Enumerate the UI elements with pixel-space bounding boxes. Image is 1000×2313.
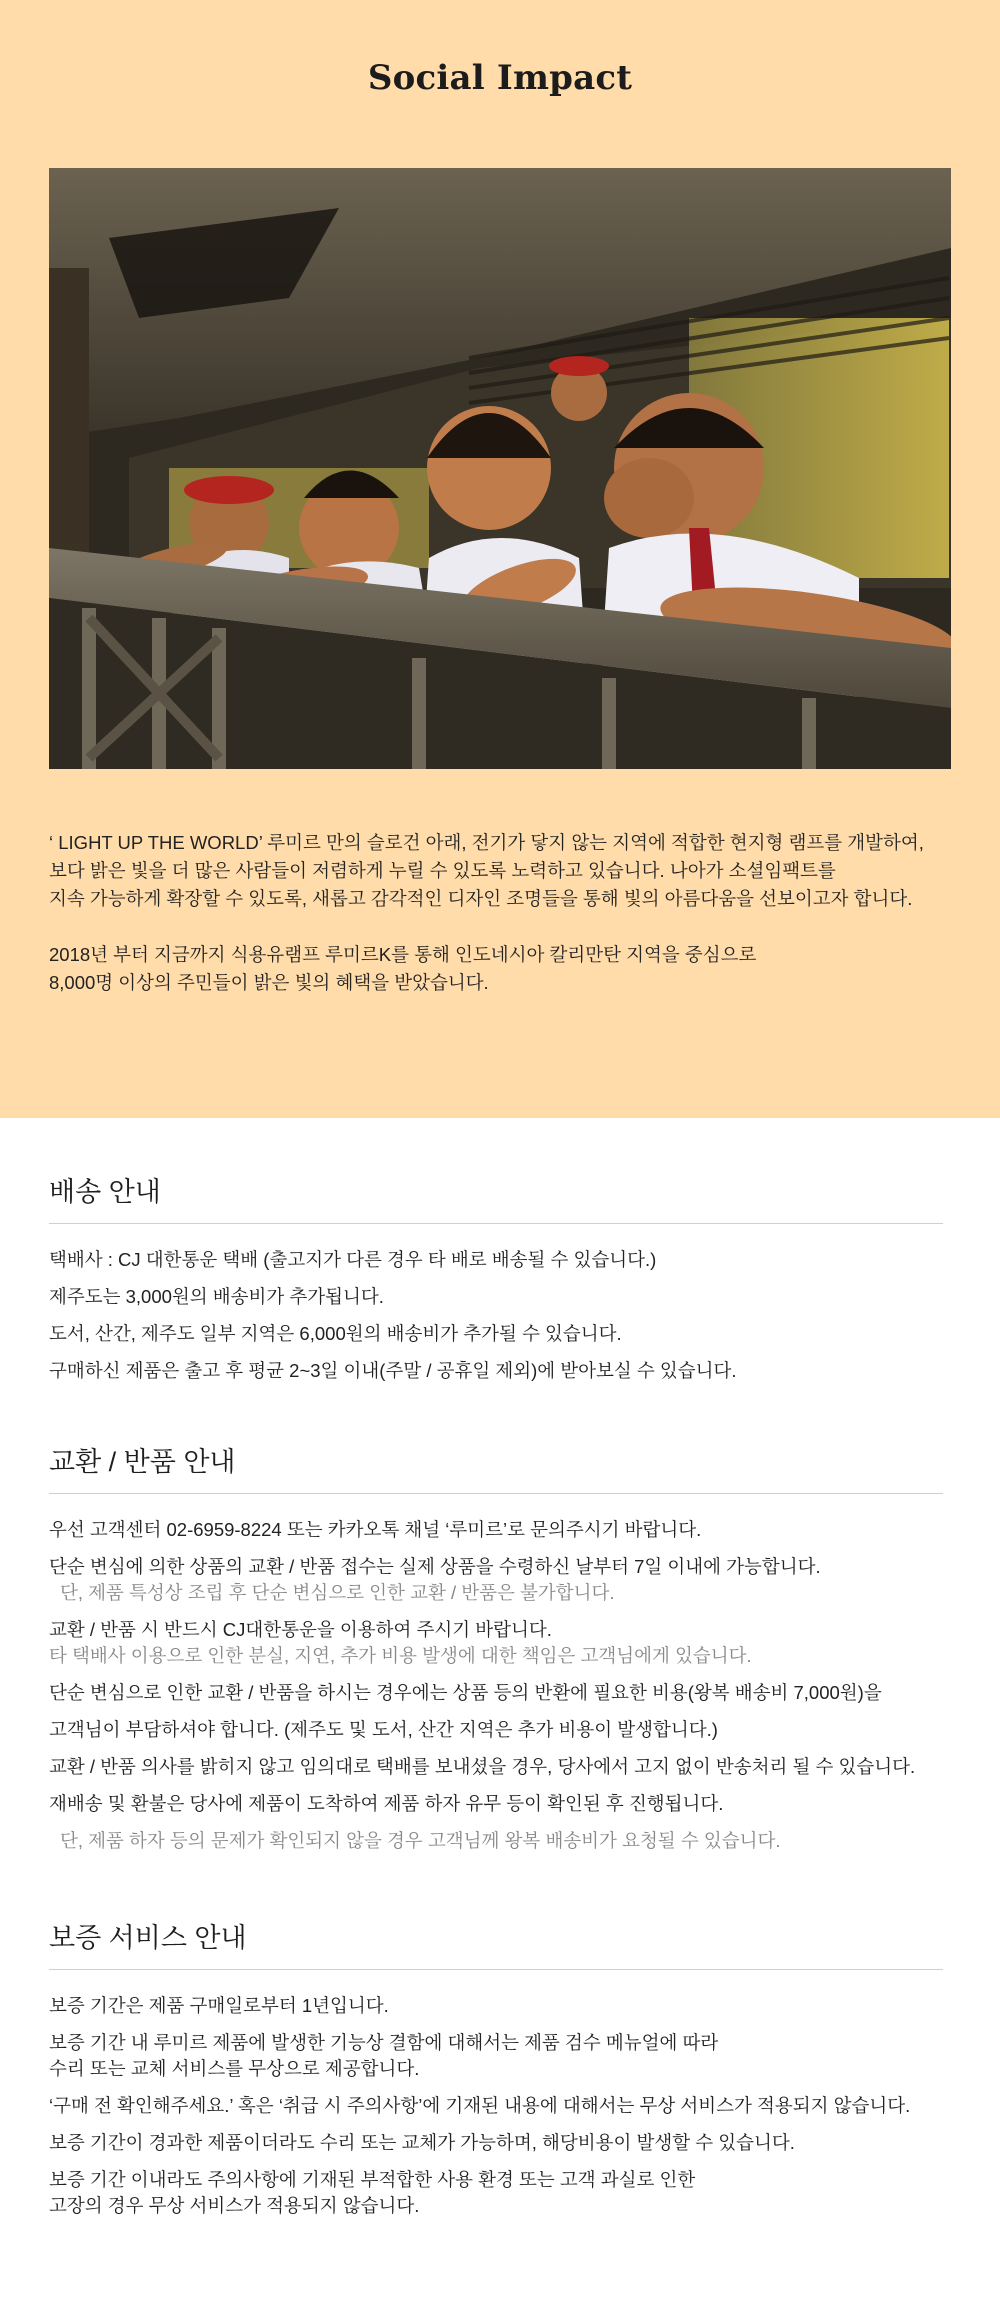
warranty-line: 수리 또는 교체 서비스를 무상으로 제공합니다. bbox=[49, 2058, 420, 2079]
impact-paragraph-line: 지속 가능하게 확장할 수 있도록, 새롭고 감각적인 디자인 조명들을 통해 빛의 아름다움을 선보이고자 합니다. bbox=[49, 888, 913, 909]
warranty-line: 보증 기간이 경과한 제품이더라도 수리 또는 교체가 가능하며, 해당비용이 발생할 수 있습니다. bbox=[49, 2132, 795, 2153]
exchange-line: 고객님이 부담하셔야 합니다. (제주도 및 도서, 산간 지역은 추가 비용이 발생합니다.) bbox=[49, 1719, 718, 1740]
info-section bbox=[0, 1118, 1000, 2313]
warranty-title: 보증 서비스 안내 bbox=[49, 1923, 247, 1953]
warranty-line: 고장의 경우 무상 서비스가 적용되지 않습니다. bbox=[49, 2195, 420, 2216]
page-title: Social Impact bbox=[367, 58, 633, 98]
warranty-line: 보증 기간 내 루미르 제품에 발생한 기능상 결함에 대해서는 제품 검수 메뉴얼에 따라 bbox=[49, 2032, 719, 2053]
impact-paragraph-line: 2018년 부터 지금까지 식용유램프 루미르K를 통해 인도네시아 칼리만탄 지역을 중심으로 bbox=[49, 944, 757, 965]
shipping-line: 제주도는 3,000원의 배송비가 추가됩니다. bbox=[49, 1286, 384, 1307]
shipping-line: 도서, 산간, 제주도 일부 지역은 6,000원의 배송비가 추가될 수 있습니다. bbox=[49, 1323, 622, 1344]
exchange-line: 교환 / 반품 의사를 밝히지 않고 임의대로 택배를 보내셨을 경우, 당사에서 고지 없이 반송처리 될 수 있습니다. bbox=[49, 1756, 916, 1777]
shipping-title: 배송 안내 bbox=[49, 1177, 161, 1207]
warranty-line: ‘구매 전 확인해주세요.’ 혹은 ‘취급 시 주의사항’에 기재된 내용에 대해서는 무상 서비스가 적용되지 않습니다. bbox=[49, 2095, 911, 2116]
impact-paragraph-line: ‘ LIGHT UP THE WORLD’ 루미르 만의 슬로건 아래, 전기가 닿지 않는 지역에 적합한 현지형 램프를 개발하여, bbox=[49, 832, 924, 853]
section-divider bbox=[49, 1223, 943, 1224]
warranty-line: 보증 기간 이내라도 주의사항에 기재된 부적합한 사용 환경 또는 고객 과실로 인한 bbox=[49, 2169, 696, 2190]
shipping-line: 택배사 : CJ 대한통운 택배 (출고지가 다른 경우 타 배로 배송될 수 있습니다.) bbox=[49, 1249, 657, 1270]
social-impact-section bbox=[0, 0, 1000, 1118]
section-divider bbox=[49, 1493, 943, 1494]
impact-paragraph-line: 보다 밝은 빛을 더 많은 사람들이 저렴하게 누릴 수 있도록 노력하고 있습니다. 나아가 소셜임팩트를 bbox=[49, 860, 836, 881]
exchange-note: 단, 제품 특성상 조립 후 단순 변심으로 인한 교환 / 반품은 불가합니다. bbox=[60, 1582, 615, 1603]
exchange-line: 우선 고객센터 02-6959-8224 또는 카카오톡 채널 ‘루미르’로 문의주시기 바랍니다. bbox=[49, 1519, 702, 1540]
impact-description bbox=[49, 829, 959, 997]
children-photo bbox=[49, 168, 951, 769]
exchange-line: 교환 / 반품 시 반드시 CJ대한통운을 이용하여 주시기 바랍니다. bbox=[49, 1619, 552, 1640]
warranty-line: 보증 기간은 제품 구매일로부터 1년입니다. bbox=[49, 1995, 389, 2016]
exchange-note: 단, 제품 하자 등의 문제가 확인되지 않을 경우 고객님께 왕복 배송비가 요청될 수 있습니다. bbox=[60, 1830, 781, 1851]
section-divider bbox=[49, 1969, 943, 1970]
exchange-line: 단순 변심으로 인한 교환 / 반품을 하시는 경우에는 상품 등의 반환에 필요한 비용(왕복 배송비 7,000원)을 bbox=[49, 1682, 882, 1703]
exchange-note: 타 택배사 이용으로 인한 분실, 지연, 추가 비용 발생에 대한 책임은 고객님에게 있습니다. bbox=[49, 1645, 752, 1666]
exchange-title: 교환 / 반품 안내 bbox=[49, 1447, 236, 1477]
impact-paragraph-line: 8,000명 이상의 주민들이 밝은 빛의 혜택을 받았습니다. bbox=[49, 972, 489, 993]
shipping-line: 구매하신 제품은 출고 후 평균 2~3일 이내(주말 / 공휴일 제외)에 받아보실 수 있습니다. bbox=[49, 1360, 737, 1381]
exchange-line: 재배송 및 환불은 당사에 제품이 도착하여 제품 하자 유무 등이 확인된 후 진행됩니다. bbox=[49, 1793, 724, 1814]
exchange-line: 단순 변심에 의한 상품의 교환 / 반품 접수는 실제 상품을 수령하신 날부터 7일 이내에 가능합니다. bbox=[49, 1556, 821, 1577]
